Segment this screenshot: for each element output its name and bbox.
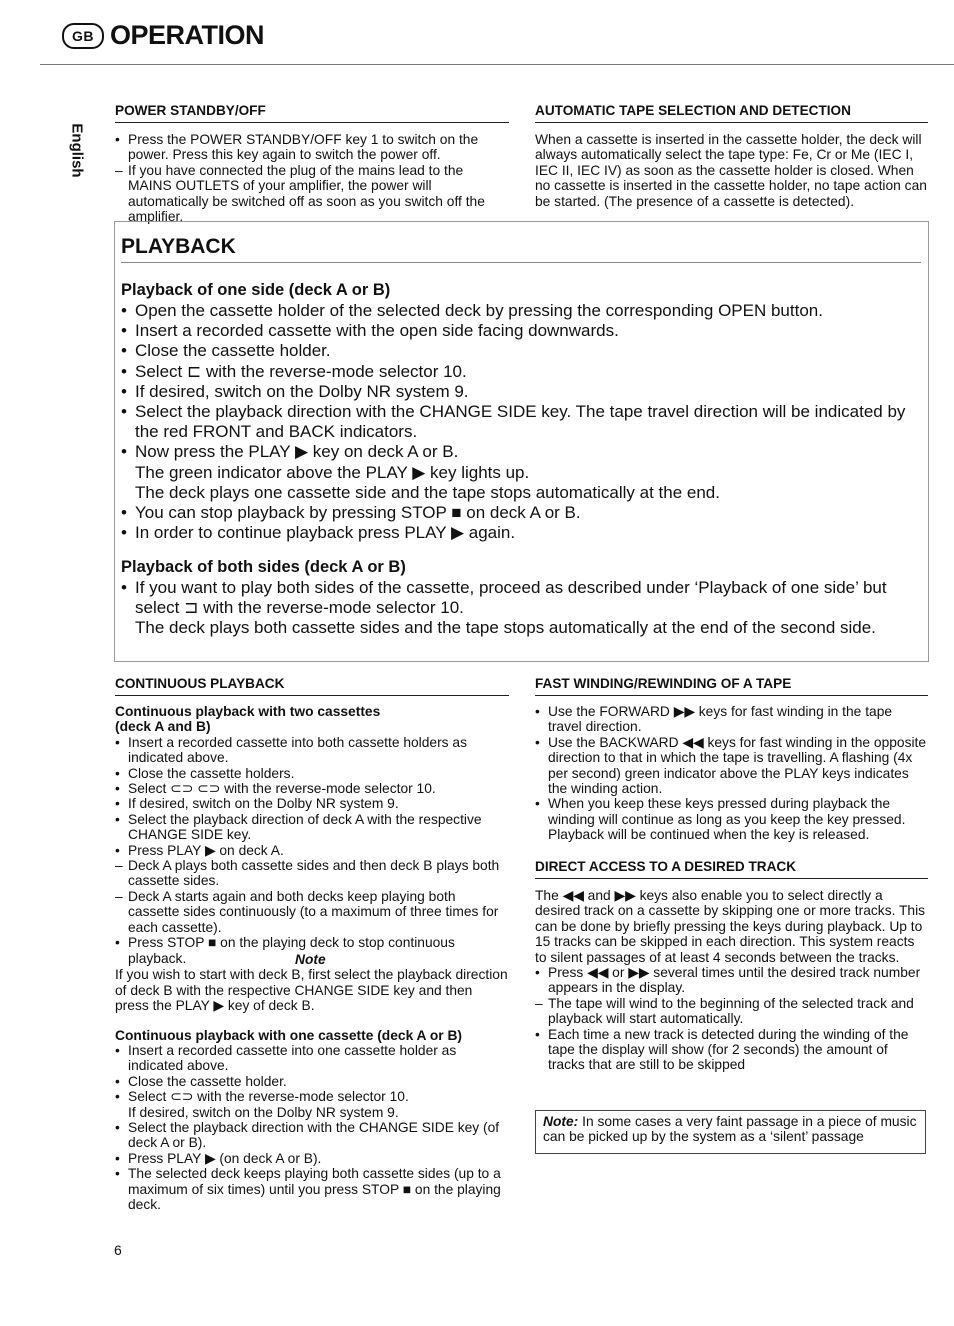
one-cassette-heading: Continuous playback with one cassette (deck A or B) xyxy=(115,1027,463,1043)
list-item xyxy=(115,843,509,858)
list-item xyxy=(535,704,928,735)
list-item-marker: • xyxy=(115,1119,120,1135)
list-item-text: Press the POWER STANDBY/OFF key 1 to switch on the power. Press this key again to switch the power off. xyxy=(128,132,479,163)
continuous-rule xyxy=(115,695,509,696)
list-item-marker: • xyxy=(121,523,127,543)
list-item-marker: • xyxy=(121,301,127,320)
list-item-text: The tape will wind to the beginning of the selected track and playback will start automatically. xyxy=(548,995,914,1027)
list-item xyxy=(121,523,921,543)
direct-access-body xyxy=(535,888,928,1073)
auto-tape-section xyxy=(535,103,928,209)
list-item xyxy=(121,341,921,361)
list-item-text: Select ⊂⊃ with the reverse-mode selector 10. xyxy=(128,1089,409,1105)
list-item-text: Press PLAY ▶ (on deck A or B). xyxy=(128,1150,322,1166)
auto-tape-heading: AUTOMATIC TAPE SELECTION AND DETECTION xyxy=(535,103,851,118)
list-item-marker: • xyxy=(115,842,120,858)
list-item-text: If desired, switch on the Dolby NR system 9. xyxy=(128,1104,399,1120)
playback-one-side xyxy=(121,281,921,543)
list-item-text: In order to continue playback press PLAY ▶ again. xyxy=(135,523,516,543)
list-item xyxy=(115,735,509,766)
list-item-text: Insert a recorded cassette into both cassette holders as indicated above. xyxy=(128,734,467,766)
list-item xyxy=(535,735,928,797)
auto-tape-rule xyxy=(535,122,928,123)
list-item-marker: • xyxy=(121,381,127,401)
list-item xyxy=(115,935,509,966)
list-item-marker: • xyxy=(115,1089,120,1105)
list-item-text: If desired, switch on the Dolby NR system 9. xyxy=(128,796,399,812)
list-item-text: Deck A plays both cassette sides and then deck B plays both cassette sides. xyxy=(128,858,500,889)
list-item xyxy=(115,132,509,163)
list-item-text: Select the playback direction with the CHANGE SIDE key. The tape travel direction will be indicated by the red FRONT and BACK indicators. xyxy=(135,402,906,442)
list-item xyxy=(121,321,921,341)
list-item-marker: • xyxy=(121,402,127,422)
list-item-marker: • xyxy=(115,796,120,812)
list-item xyxy=(115,812,509,843)
list-item-marker: • xyxy=(121,361,127,381)
list-item-text: Insert a recorded cassette into one cassette holder as indicated above. xyxy=(128,1042,457,1074)
one-side-cont2: The deck plays one cassette side and the tape stops automatically at the end. xyxy=(135,482,720,502)
two-cassettes-heading-2: (deck A and B) xyxy=(115,719,211,735)
list-item-text: Press PLAY ▶ on deck A. xyxy=(128,842,284,858)
list-item-marker: – xyxy=(535,995,543,1011)
list-item-marker: • xyxy=(115,734,120,750)
list-item-marker: • xyxy=(115,1042,120,1058)
list-item-marker: • xyxy=(535,1026,540,1042)
list-item-marker: • xyxy=(115,132,120,147)
list-item-marker: – xyxy=(115,888,123,904)
continuous-heading: CONTINUOUS PLAYBACK xyxy=(115,676,285,691)
one-side-cont1: The green indicator above the PLAY ▶ key lights up. xyxy=(135,462,530,482)
list-item xyxy=(121,301,921,321)
note-label: Note: xyxy=(543,1114,579,1129)
list-item-text: When you keep these keys pressed during playback the winding will continue as long as you keep the key pressed. Playback will be continued when the key is released. xyxy=(548,796,906,843)
list-item-marker: • xyxy=(535,965,540,981)
list-item xyxy=(115,889,509,935)
page-title: OPERATION xyxy=(110,20,265,50)
list-item-text: If desired, switch on the Dolby NR system 9. xyxy=(135,381,469,401)
list-item-marker: • xyxy=(115,811,120,827)
note-text: In some cases a very faint passage in a piece of music can be picked up by the system as a ‘silent’ passage xyxy=(543,1114,917,1145)
auto-tape-text: When a cassette is inserted in the cassette holder, the deck will always automatically select the tape type: Fe, Cr or Me (IEC I, IEC II, IEC IV) as soon as the cassette holder is closed. When no cassette is inserted in the cassette holder, no tape action can be started. (The presence of a cassette is detected). xyxy=(535,132,927,209)
list-item-marker: • xyxy=(115,935,120,951)
list-item-text: Press STOP ■ on the playing deck to stop continuous playback. xyxy=(128,935,455,966)
list-item xyxy=(121,362,921,382)
both-sides-list xyxy=(121,578,921,639)
list-item xyxy=(115,1120,509,1151)
list-item-marker: • xyxy=(115,765,120,781)
list-item xyxy=(121,382,921,402)
list-item-marker: • xyxy=(535,796,540,812)
list-item-text: Select the playback direction with the CHANGE SIDE key (of deck A or B). xyxy=(128,1119,500,1151)
list-item-text: The selected deck keeps playing both cassette sides (up to a maximum of six times) until you press STOP ■ on the playing deck. xyxy=(128,1166,501,1212)
list-item-marker: • xyxy=(535,734,540,750)
list-item-marker: • xyxy=(121,321,127,341)
list-item-marker: • xyxy=(115,1073,120,1089)
both-sides-heading: Playback of both sides (deck A or B) xyxy=(121,558,406,576)
list-item-text: Close the cassette holder. xyxy=(135,341,331,361)
note-box-content xyxy=(536,1111,925,1148)
note-box xyxy=(535,1110,926,1154)
list-item-text: Use the BACKWARD ◀◀ keys for fast winding in the opposite direction to that in which the tape is travelling. A flashing (4x per second) green indicator above the PLAY keys indicates the winding action. xyxy=(548,734,927,797)
two-cassettes-note-label: Note xyxy=(295,951,326,967)
playback-both-sides xyxy=(121,558,921,639)
list-item-marker: • xyxy=(115,1150,120,1166)
direct-access-rule xyxy=(535,878,928,879)
list-item-marker: • xyxy=(121,442,127,462)
list-item-text: Deck A starts again and both decks keep playing both cassette sides continuously (to a maximum of three times for each cassette). xyxy=(128,888,499,935)
list-item-text: Insert a recorded cassette with the open side facing downwards. xyxy=(135,321,619,341)
both-sides-cont: The deck plays both cassette sides and the tape stops automatically at the end of the second side. xyxy=(135,618,876,638)
direct-access-intro: The ◀◀ and ▶▶ keys also enable you to select directly a desired track on a cassette by skipping one or more tracks. This can be done by briefly pressing the keys during playback. Up to 15 tracks can be skipped in each direction. This system reacts to silent passages of at least 4 seconds between the tracks. xyxy=(535,888,926,965)
power-heading: POWER STANDBY/OFF xyxy=(115,103,266,118)
list-item-text: Select ⊏ with the reverse-mode selector 10. xyxy=(135,361,467,381)
one-side-list xyxy=(121,301,921,543)
list-item-marker: • xyxy=(115,1166,120,1182)
list-item xyxy=(115,1151,509,1166)
fast-wind-rule xyxy=(535,695,928,696)
fast-wind-section xyxy=(535,676,928,843)
fast-wind-heading: FAST WINDING/REWINDING OF A TAPE xyxy=(535,676,792,691)
list-item xyxy=(121,503,921,523)
list-item-text: Close the cassette holder. xyxy=(128,1073,287,1089)
list-item-text: If you have connected the plug of the mains lead to the MAINS OUTLETS of your amplifier, the power will automatically be switched off as soon as you switch off the amplifier. xyxy=(128,162,485,225)
list-item xyxy=(121,402,921,442)
list-item xyxy=(115,1089,509,1104)
power-list xyxy=(115,132,509,224)
list-item-marker: – xyxy=(115,858,123,874)
list-item xyxy=(115,858,509,889)
list-item-text: Open the cassette holder of the selected deck by pressing the corresponding OPEN button. xyxy=(135,301,823,320)
list-item-text: Select the playback direction of deck A with the respective CHANGE SIDE key. xyxy=(128,811,482,843)
power-rule xyxy=(115,122,509,123)
two-cassettes-note-text: If you wish to start with deck B, first select the playback direction of deck B with the respective CHANGE SIDE key and then press the PLAY ▶ key of deck B. xyxy=(115,967,508,1014)
list-item xyxy=(115,1105,509,1120)
list-item-text: Use the FORWARD ▶▶ keys for fast winding in the tape travel direction. xyxy=(548,704,893,735)
language-tab-label: English xyxy=(68,123,86,178)
list-item-marker: • xyxy=(535,704,540,719)
power-section xyxy=(115,103,509,224)
list-item: • If you want to play both sides of the cassette, proceed as described under ‘Playback of one side’ but select ⊐ with the reverse-mode selector 10. xyxy=(121,578,887,618)
one-side-heading: Playback of one side (deck A or B) xyxy=(121,281,391,299)
list-item xyxy=(115,766,509,781)
list-item xyxy=(115,163,509,225)
language-tab xyxy=(68,108,102,198)
list-item xyxy=(115,781,509,796)
list-item xyxy=(115,1166,509,1212)
list-item xyxy=(115,1043,509,1074)
page-number: 6 xyxy=(114,1242,122,1258)
list-item-text: Close the cassette holders. xyxy=(128,765,295,781)
list-item-marker: • xyxy=(121,341,127,361)
list-item xyxy=(115,1074,509,1089)
one-cassette-block xyxy=(115,1028,509,1213)
list-item-text: Press ◀◀ or ▶▶ several times until the desired track number appears in the display. xyxy=(548,965,921,996)
list-item xyxy=(535,996,928,1027)
direct-access-heading: DIRECT ACCESS TO A DESIRED TRACK xyxy=(535,859,797,874)
page-header xyxy=(62,20,264,51)
two-cassettes-block xyxy=(115,704,509,1014)
gb-language-badge: GB xyxy=(62,23,104,49)
list-item-marker: • xyxy=(115,781,120,797)
continuous-section xyxy=(115,676,509,1212)
list-item xyxy=(535,796,928,842)
list-item-text: Select ⊂⊃ ⊂⊃ with the reverse-mode selector 10. xyxy=(128,781,436,797)
list-item xyxy=(535,1027,928,1073)
list-item-marker: – xyxy=(115,162,123,178)
two-cassettes-heading: Continuous playback with two cassettes xyxy=(115,704,381,719)
playback-rule xyxy=(121,262,921,263)
list-item-text: You can stop playback by pressing STOP ■ on deck A or B. xyxy=(135,503,581,523)
header-divider xyxy=(40,64,954,65)
fast-wind-list xyxy=(535,704,928,843)
list-item xyxy=(535,965,928,996)
list-item xyxy=(115,796,509,811)
list-item-text: Each time a new track is detected during the winding of the tape the display will show (for 2 seconds) the amount of tracks that are still to be skipped xyxy=(548,1026,909,1073)
direct-access-section xyxy=(535,859,928,1073)
list-item xyxy=(121,442,921,462)
playback-title: PLAYBACK xyxy=(121,235,236,258)
list-item-text: Now press the PLAY ▶ key on deck A or B. xyxy=(135,442,459,462)
list-item-marker: • xyxy=(121,503,127,523)
